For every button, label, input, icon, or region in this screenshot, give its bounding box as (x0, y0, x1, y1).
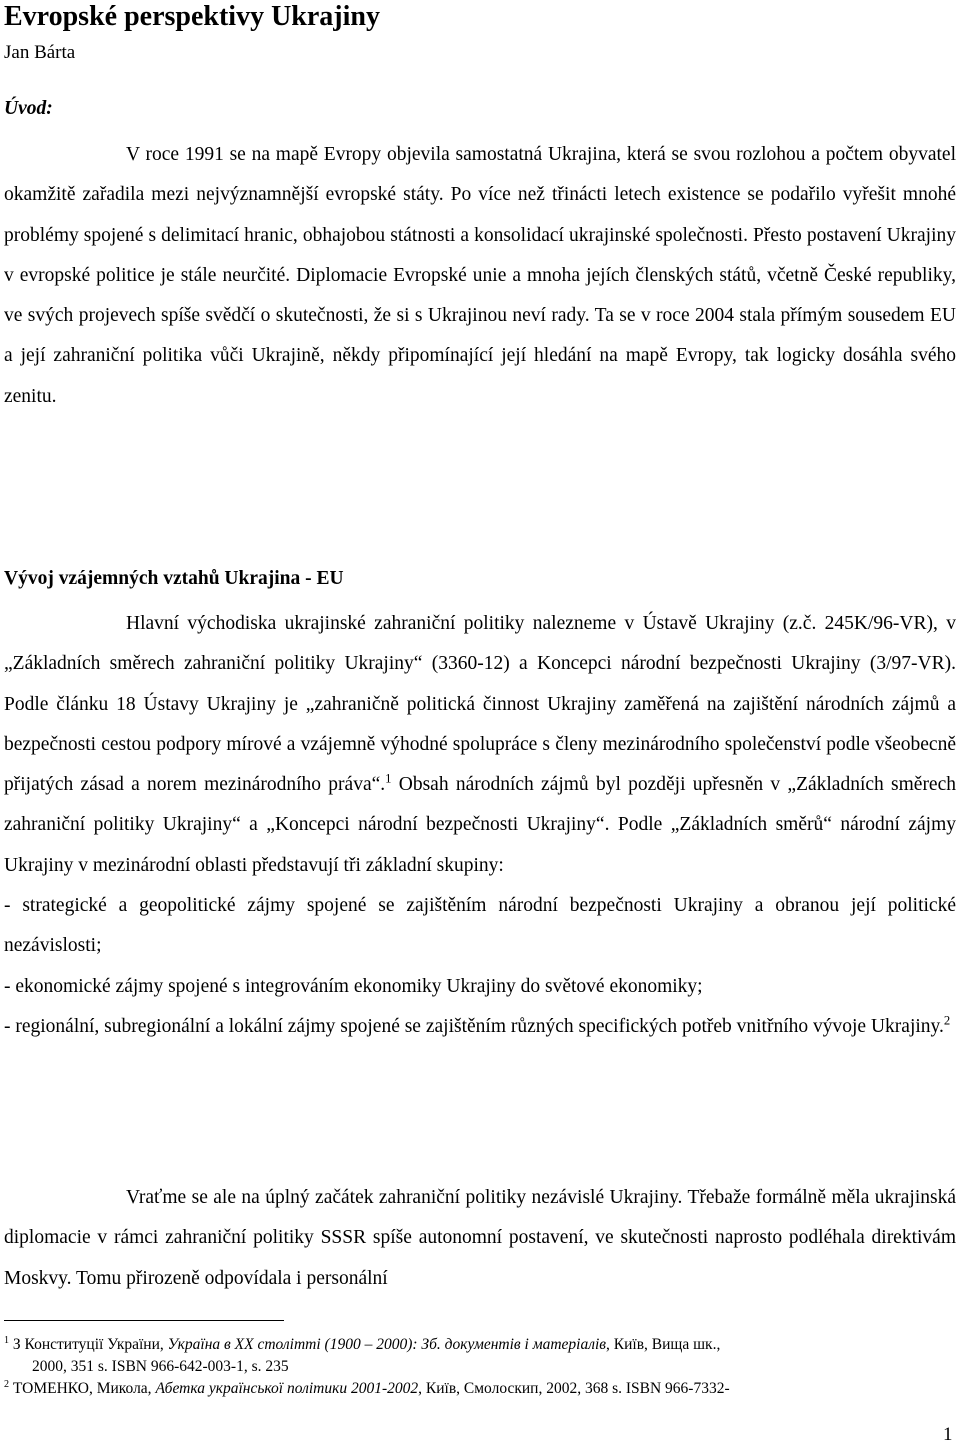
list-item-strategic: - strategické a geopolitické zájmy spojené se zajištěním národní bezpečnosti Ukrajiny a obranou její politické nezávislosti; (4, 895, 956, 957)
development-text-b: Obsah národních zájmů byl později upřesněn v „Základních směrech zahraniční politiky Ukrajiny“ a „Koncepci národní bezpečnosti Ukrajiny“. Podle „Základních směrů“ národní zájmy Ukrajiny v mezinárodní oblasti představují tři základní skupiny: (4, 774, 956, 876)
footnote-1-text-b: , Київ, Вища шк., (606, 1336, 721, 1353)
footnote-2-italic: Абетка української політики 2001-2002 (155, 1380, 419, 1397)
intro-heading: Úvod: (4, 98, 53, 119)
development-text-a: Hlavní východiska ukrajinské zahraniční politiky nalezneme v Ústavě Ukrajiny (z.č. 245K/96-VR), v „Základních směrech zahraniční politiky Ukrajiny“ (3360-12) a Koncepci národní bezpečnosti Ukrajiny (3/97-VR). Podle článku 18 Ústavy Ukrajiny je „zahraničně politická činnost Ukrajiny zaměřená na zajištění národních zájmů a bezpečnosti cestou podpory mírové a vzájemně výhodné spolupráce s členy mezinárodního společenství podle všeobecně přijatých zásad a norem mezinárodního práva“. (4, 613, 956, 796)
footnote-ref-2[interactable]: 2 (943, 1013, 951, 1028)
footnote-separator (4, 1320, 284, 1321)
list-item-regional: - regionální, subregionální a lokální zájmy spojené se zajištěním různých specifických potřeb vnitřního vývoje Ukrajiny. (4, 1015, 944, 1037)
footnote-1-text-a: З Конституції України, (9, 1336, 168, 1353)
footnote-ref-1[interactable]: 1 (385, 771, 392, 786)
footnote-1-line2: 2000, 351 s. ISBN 966-642-003-1, s. 235 (32, 1358, 289, 1375)
footnote-1-italic: Україна в XX столітті (1900 – 2000): Зб. документів і матеріалів (167, 1336, 607, 1353)
footnote-2 (4, 1378, 944, 1400)
footnote-1 (4, 1334, 944, 1378)
development-paragraph (4, 604, 956, 1047)
development-heading: Vývoj vzájemných vztahů Ukrajina - EU (4, 568, 344, 589)
footnote-2-text-a: ТОМЕНКО, Микола, (9, 1380, 156, 1397)
footnote-2-text-b: , Київ, Смолоскип, 2002, 368 s. ISBN 966-7332- (418, 1380, 730, 1397)
document-title: Evropské perspektivy Ukrajiny (4, 1, 380, 32)
list-item-economic: - ekonomické zájmy spojené s integrováním ekonomiky Ukrajiny do světové ekonomiky; (4, 975, 703, 997)
author-name: Jan Bárta (4, 42, 76, 63)
footnote-2-number: 2 (4, 1378, 10, 1390)
intro-paragraph: V roce 1991 se na mapě Evropy objevila samostatná Ukrajina, která se svou rozlohou a počtem obyvatel okamžitě zařadila mezi nejvýznamnější evropské státy. Po více než třinácti letech existence se podařilo vyřešit mnohé problémy spojené s delimitací hranic, obhajobou státnosti a konsolidací ukrajinské společnosti. Přesto postavení Ukrajiny v evropské politice je stále neurčité. Diplomacie Evropské unie a mnoha jejích členských států, včetně České republiky, ve svých projevech spíše svědčí o skutečnosti, že si s Ukrajinou neví rady. Ta se v roce 2004 stala přímým sousedem EU a její zahraniční politika vůči Ukrajině, někdy připomínající její hledání na mapě Evropy, tak logicky dosáhla svého zenitu. (4, 144, 956, 407)
final-paragraph: Vraťme se ale na úplný začátek zahraniční politiky nezávislé Ukrajiny. Třebaže formálně měla ukrajinská diplomacie v rámci zahraniční politiky SSSR spíše autonomní postavení, ve skutečnosti naprosto podléhala direktivám Moskvy. Tomu přirozeně odpovídala i personální (4, 1187, 956, 1289)
footnote-1-number: 1 (4, 1334, 10, 1346)
page-number: 1 (943, 1424, 953, 1445)
